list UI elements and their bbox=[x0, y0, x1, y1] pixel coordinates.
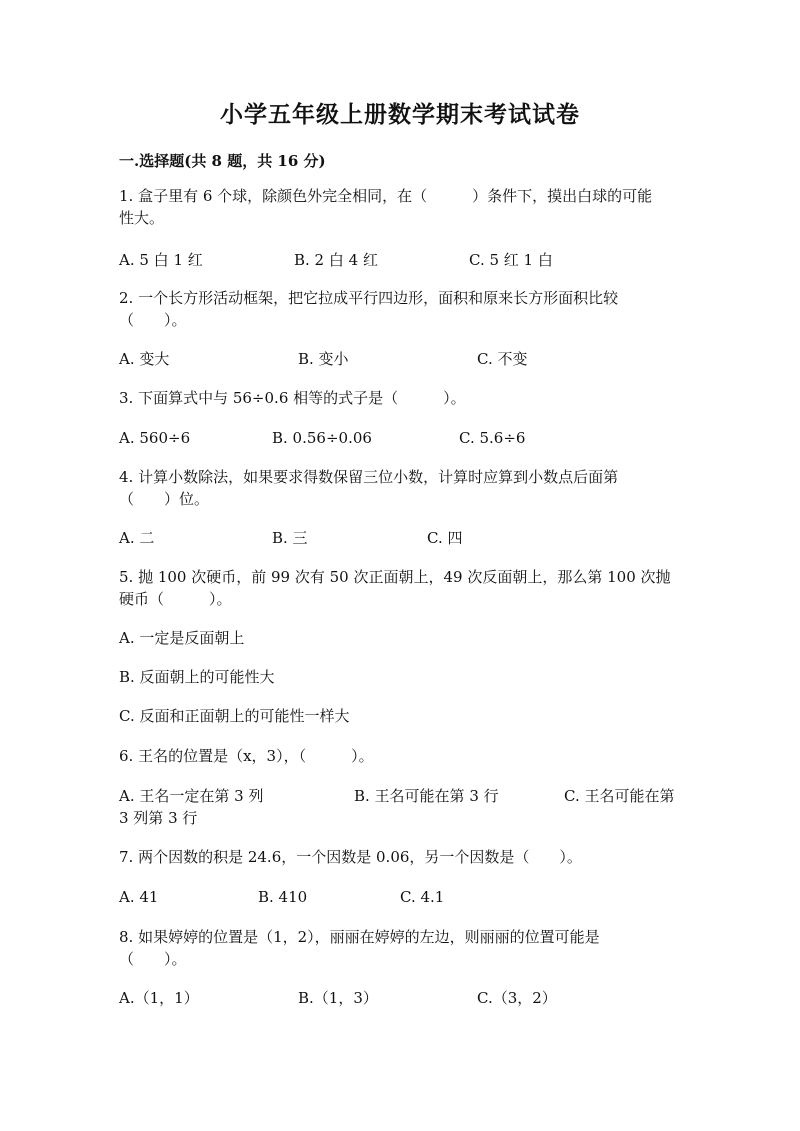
question-2-option-b: B. 变小 bbox=[298, 350, 349, 368]
question-7-option-a: A. 41 bbox=[119, 888, 159, 906]
question-1-option-c: C. 5 红 1 白 bbox=[469, 251, 553, 269]
question-4-option-b: B. 三 bbox=[272, 529, 308, 547]
question-3-text: 3. 下面算式中与 56÷0.6 相等的式子是（ ）。 bbox=[119, 389, 466, 407]
question-6-option-a: A. 王名一定在第 3 列 bbox=[119, 787, 264, 805]
question-4-option-c: C. 四 bbox=[427, 529, 463, 547]
question-7-option-c: C. 4.1 bbox=[400, 888, 445, 906]
question-4-option-a: A. 二 bbox=[119, 529, 155, 547]
question-4-text-cont: （ ）位。 bbox=[119, 490, 210, 508]
question-1-text: 1. 盒子里有 6 个球，除颜色外完全相同，在（ ）条件下，摸出白球的可能 bbox=[119, 187, 653, 205]
question-6-text: 6. 王名的位置是（x，3），（ ）。 bbox=[119, 747, 374, 765]
question-8-option-c: C.（3，2） bbox=[477, 989, 557, 1007]
question-8-option-b: B.（1，3） bbox=[298, 989, 378, 1007]
exam-title: 小学五年级上册数学期末考试试卷 bbox=[220, 101, 580, 128]
question-5-text-cont: 硬币（ ）。 bbox=[119, 590, 232, 608]
question-1-text-cont: 性大。 bbox=[119, 209, 165, 227]
question-3-option-c: C. 5.6÷6 bbox=[459, 429, 526, 447]
question-8-option-a: A.（1，1） bbox=[119, 989, 199, 1007]
question-6-option-b: B. 王名可能在第 3 行 bbox=[354, 787, 499, 805]
question-2-text: 2. 一个长方形活动框架，把它拉成平行四边形，面积和原来长方形面积比较 bbox=[119, 289, 619, 307]
question-5-option-c: C. 反面和正面朝上的可能性一样大 bbox=[119, 707, 350, 725]
question-5-text: 5. 抛 100 次硬币，前 99 次有 50 次正面朝上，49 次反面朝上，那么第 100 次抛 bbox=[119, 568, 671, 586]
question-8-text: 8. 如果婷婷的位置是（1，2），丽丽在婷婷的左边，则丽丽的位置可能是 bbox=[119, 928, 600, 946]
question-1-option-b: B. 2 白 4 红 bbox=[294, 251, 378, 269]
question-1-option-a: A. 5 白 1 红 bbox=[119, 251, 203, 269]
question-7-text: 7. 两个因数的积是 24.6，一个因数是 0.06，另一个因数是（ ）。 bbox=[119, 848, 582, 866]
question-3-option-a: A. 560÷6 bbox=[119, 429, 191, 447]
question-2-option-a: A. 变大 bbox=[119, 350, 170, 368]
section-heading: 一.选择题(共 8 题，共 16 分) bbox=[119, 152, 326, 170]
question-5-option-b: B. 反面朝上的可能性大 bbox=[119, 668, 275, 686]
question-8-text-cont: （ ）。 bbox=[119, 950, 187, 968]
question-2-option-c: C. 不变 bbox=[477, 350, 528, 368]
question-3-option-b: B. 0.56÷0.06 bbox=[272, 429, 372, 447]
question-6-option-c: C. 王名可能在第 bbox=[564, 787, 675, 805]
question-4-text: 4. 计算小数除法，如果要求得数保留三位小数，计算时应算到小数点后面第 bbox=[119, 468, 619, 486]
question-7-option-b: B. 410 bbox=[258, 888, 308, 906]
question-6-option-c-cont: 3 列第 3 行 bbox=[119, 809, 198, 827]
question-5-option-a: A. 一定是反面朝上 bbox=[119, 629, 245, 647]
question-2-text-cont: （ ）。 bbox=[119, 311, 187, 329]
